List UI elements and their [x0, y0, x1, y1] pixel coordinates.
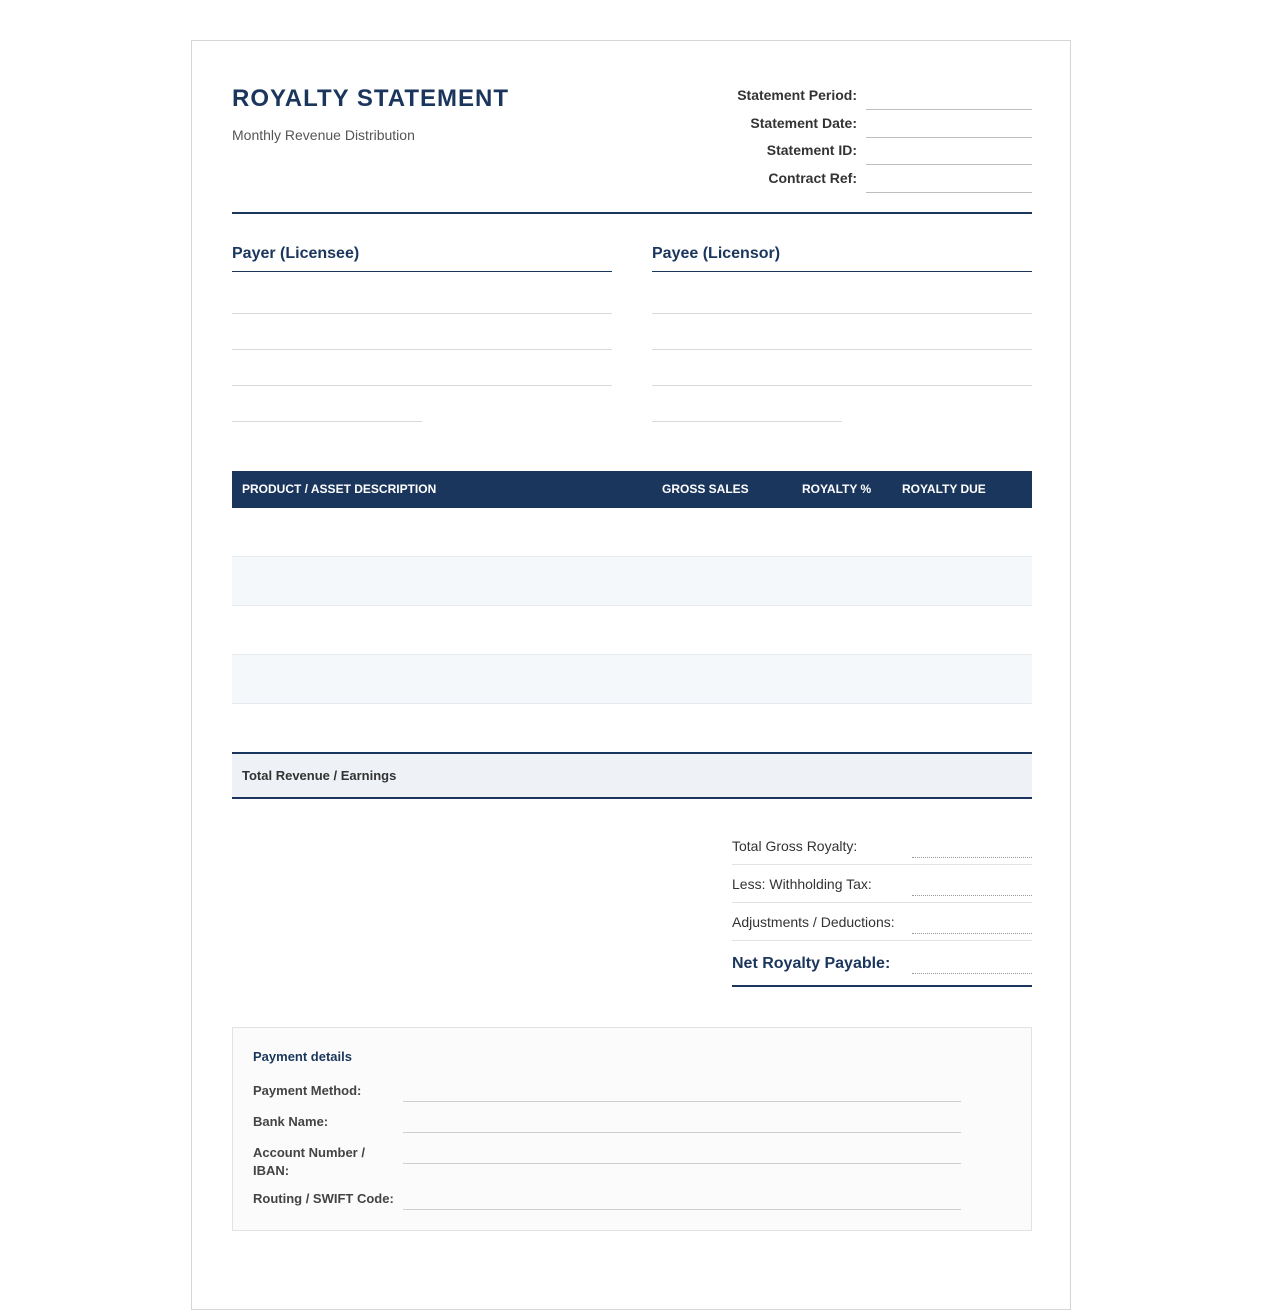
meta-row-contract — [712, 168, 1032, 196]
payee-line[interactable] — [652, 385, 1032, 386]
summary-row-gross — [732, 827, 1032, 865]
payee-line[interactable] — [652, 349, 1032, 350]
royalty-summary — [732, 827, 1032, 987]
payee-line[interactable] — [652, 313, 1032, 314]
account-number-label: Account Number / IBAN: — [253, 1145, 365, 1178]
payer-line[interactable] — [232, 421, 422, 422]
contract-ref-field[interactable] — [866, 192, 1032, 193]
table-row[interactable] — [232, 704, 1032, 753]
routing-code-label: Routing / SWIFT Code: — [253, 1191, 394, 1206]
statement-period-label: Statement Period: — [737, 87, 857, 103]
payer-line[interactable] — [232, 313, 612, 314]
document-title: ROYALTY STATEMENT — [232, 85, 510, 112]
payee-line[interactable] — [652, 421, 842, 422]
payment-method-label: Payment Method: — [253, 1083, 362, 1098]
payee-heading: Payee (Licensor) — [652, 245, 1032, 272]
statement-id-field[interactable] — [866, 164, 1032, 165]
summary-row-adjustments — [732, 903, 1032, 941]
column-header-royalty-percent: ROYALTY % — [802, 482, 872, 496]
payment-details-box — [232, 1027, 1032, 1231]
account-number-field[interactable] — [403, 1163, 961, 1164]
net-royalty-payable-label: Net Royalty Payable: — [732, 955, 891, 972]
column-header-description: PRODUCT / ASSET DESCRIPTION — [242, 482, 437, 496]
payer-line[interactable] — [232, 385, 612, 386]
payer-line[interactable] — [232, 349, 612, 350]
total-gross-royalty-field[interactable] — [912, 857, 1032, 858]
statement-period-field[interactable] — [866, 109, 1032, 110]
payment-details-heading: Payment details — [253, 1049, 352, 1064]
bank-name-field[interactable] — [403, 1132, 961, 1133]
table-header — [232, 471, 1032, 508]
total-revenue-row — [232, 752, 1032, 799]
statement-id-label: Statement ID: — [766, 142, 857, 158]
meta-row-date — [712, 113, 1032, 141]
payer-heading: Payer (Licensee) — [232, 245, 612, 272]
summary-row-net — [732, 941, 1032, 987]
document-subtitle: Monthly Revenue Distribution — [232, 127, 415, 143]
net-royalty-payable-field[interactable] — [912, 973, 1032, 974]
statement-meta — [712, 85, 1032, 195]
table-row[interactable] — [232, 606, 1032, 655]
header-divider — [232, 212, 1032, 214]
meta-row-period — [712, 85, 1032, 113]
total-gross-royalty-label: Total Gross Royalty: — [732, 838, 858, 854]
column-header-royalty-due: ROYALTY DUE — [902, 482, 986, 496]
table-row[interactable] — [232, 508, 1032, 557]
table-row[interactable] — [232, 655, 1032, 704]
meta-row-id — [712, 140, 1032, 168]
bank-name-label: Bank Name: — [253, 1114, 329, 1129]
withholding-tax-field[interactable] — [912, 895, 1032, 896]
payment-method-field[interactable] — [403, 1101, 961, 1102]
statement-date-label: Statement Date: — [750, 114, 857, 131]
summary-row-tax — [732, 865, 1032, 903]
adjustments-field[interactable] — [912, 933, 1032, 934]
statement-date-field[interactable] — [866, 137, 1032, 138]
total-revenue-label: Total Revenue / Earnings — [242, 768, 397, 783]
payer-section — [232, 245, 612, 272]
routing-code-field[interactable] — [403, 1209, 961, 1210]
statement-sheet — [191, 40, 1071, 1310]
table-row[interactable] — [232, 557, 1032, 606]
column-header-gross-sales: GROSS SALES — [662, 482, 749, 496]
payee-section — [652, 245, 1032, 272]
royalty-table — [232, 471, 1032, 753]
adjustments-label: Adjustments / Deductions: — [732, 914, 895, 930]
withholding-tax-label: Less: Withholding Tax: — [732, 876, 872, 892]
contract-ref-label: Contract Ref: — [768, 169, 857, 186]
